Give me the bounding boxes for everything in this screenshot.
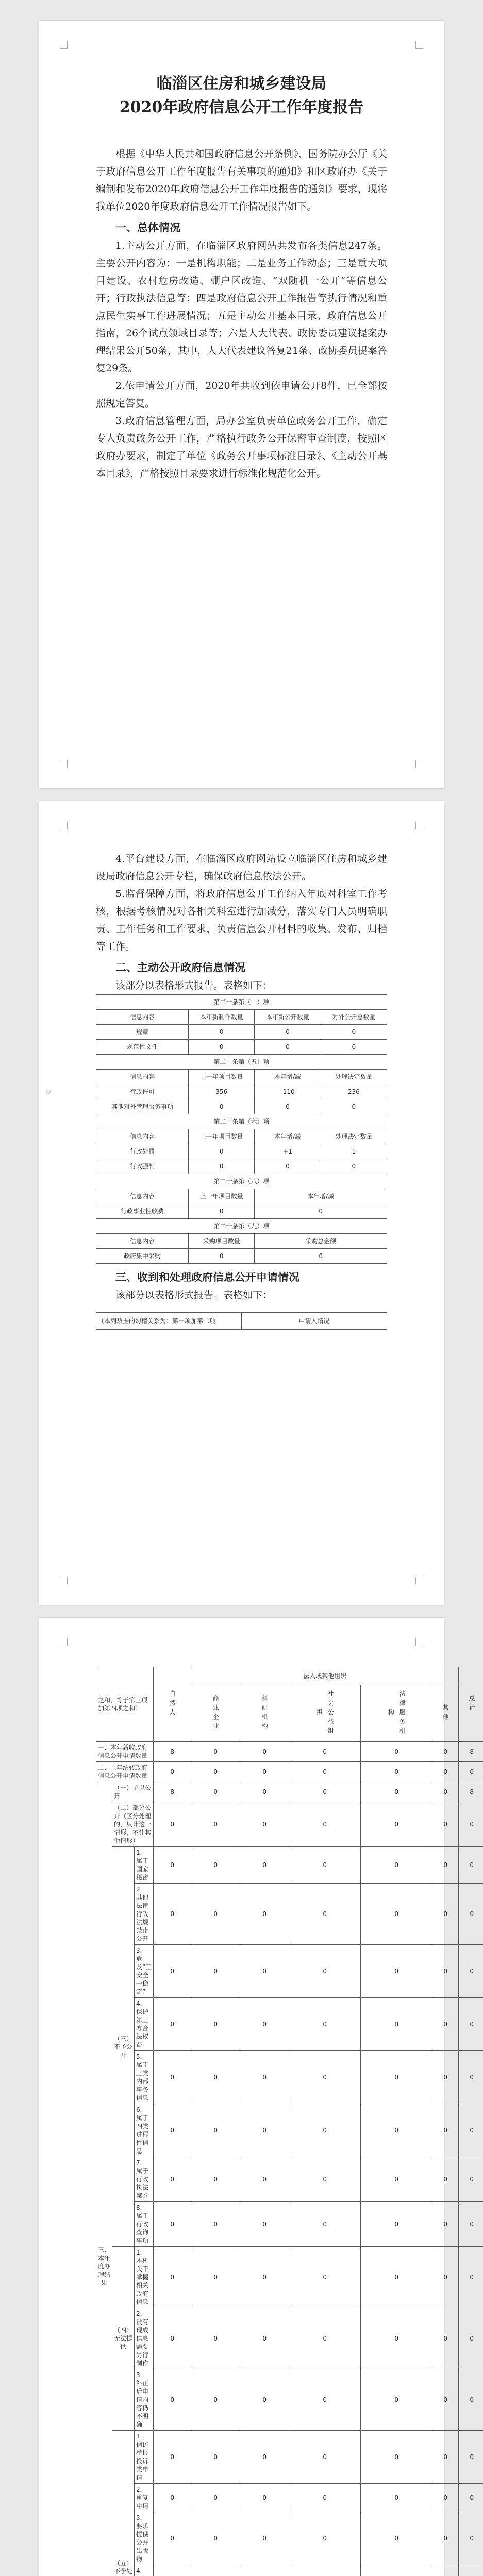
table-cell: 0 [459,1802,483,1847]
row-group-label: （四）无法提供 [112,2247,135,2431]
table-header [240,1685,289,1742]
table-cell [191,2565,240,2576]
table-cell: 0 [432,1884,459,1945]
table-header: 信息内容 [96,1189,189,1204]
crop-mark [60,41,68,49]
table-cell: 0 [289,2104,361,2157]
table-cell: 0 [191,2104,240,2157]
table-cell: +1 [255,1144,321,1159]
table-cell: 0 [191,2369,240,2431]
table-cell: 0 [154,1762,191,1782]
table-row [96,2512,483,2565]
sub-header: 法律服务机构 [387,1690,406,1737]
table-cell: 0 [189,1025,255,1040]
table-cell: 0 [432,2157,459,2202]
table-cell: 0 [432,1802,459,1847]
row-label: 4． [135,2565,154,2576]
table-header [289,1685,361,1742]
table-section-row: 第二十条第（一）项 [96,995,387,1010]
table-cell: 0 [432,2051,459,2104]
row-label: （二）部分公开（区分处理的，只计这一情形，不计其他情形） [112,1802,154,1847]
table-row [96,2484,483,2512]
table-cell: 0 [240,1998,289,2051]
table-cell: 0 [240,2247,289,2308]
table-cell [361,2565,432,2576]
table-section-row: 第二十条第（九）项 [96,1219,387,1234]
table-cell: 0 [289,1884,361,1945]
table-cell: 0 [255,1099,321,1114]
table-cell: 0 [361,2369,432,2431]
crop-mark [60,822,68,829]
table-header: 信息内容 [96,1010,189,1025]
table-cell: 0 [240,2104,289,2157]
table-cell: 0 [289,1847,361,1884]
row-group-label: （三）不予公开 [112,1847,135,2247]
report-title-line1: 临淄区住房和城乡建设局 [156,75,327,93]
table-cell: 0 [459,2369,483,2431]
section-2-title: 二、主动公开政府信息情况 [115,961,245,974]
crop-mark [60,1577,68,1584]
table-cell: 0 [154,2104,191,2157]
table-header: 法人或其他组织 [191,1667,459,1685]
table-header: 本年增/减 [255,1189,387,1204]
table-row [96,1998,483,2051]
table-cell: 0 [240,2431,289,2484]
table-cell: 0 [289,2247,361,2308]
table-cell: 0 [361,2051,432,2104]
table-cell: 0 [459,2104,483,2157]
table-cell: 0 [361,1762,432,1782]
table-header: 信息内容 [96,1070,189,1084]
table-cell: 0 [289,2512,361,2565]
paragraph-supervision: 5.监督保障方面，将政府信息公开工作纳入年底对科室工作考核，根据考核情况对各相关科室进行加减分，落实专门人员明确职责、工作任务和工作要求，负责信息公开材料的收集、发布、归档等工作。 [96,888,387,952]
table-cell: 0 [459,2051,483,2104]
table-cell: 0 [289,2202,361,2247]
table-cell: 0 [154,2431,191,2484]
table-cell: 0 [154,2308,191,2369]
table-cell: 0 [289,2308,361,2369]
table-cell: 0 [240,2512,289,2565]
table-cell: 0 [459,2484,483,2512]
table-cell: 0 [240,1945,289,1998]
table-cell: 0 [191,1742,240,1762]
table-row [96,1802,483,1847]
table-cell: 0 [154,2157,191,2202]
sub-header: 社会公益组织 [315,1690,335,1737]
table-cell: 0 [361,1742,432,1762]
table-cell: 0 [191,1802,240,1847]
table-cell: 0 [459,1945,483,1998]
table-cell: 0 [361,2484,432,2512]
section-3-title: 三、收到和处理政府信息公开申请情况 [115,1270,299,1283]
table-cell: 0 [191,2051,240,2104]
table-row [96,1782,483,1802]
table-cell: 行政许可 [96,1084,189,1099]
table-cell: 0 [255,1204,387,1219]
table-cell: 0 [154,1802,191,1847]
table-cell: 0 [361,1884,432,1945]
row-label: （一）予以公开 [112,1782,154,1802]
table-cell: 0 [255,1025,321,1040]
row-group-label: （五）不予处 [112,2431,135,2576]
table-cell: 0 [361,1782,432,1802]
table-cell: 0 [289,2484,361,2512]
row-label: 3．补正后申请内容仍不明确 [135,2369,154,2431]
table-row [96,2369,483,2431]
table-cell: 0 [191,2247,240,2308]
table-cell: 0 [154,2247,191,2308]
table-cell: 0 [289,1742,361,1762]
table-row [96,1847,483,1884]
table-cell: 0 [289,1802,361,1847]
table-cell: 0 [154,1847,191,1884]
table-header: 信息内容 [96,1129,189,1144]
table-cell: 0 [459,1884,483,1945]
table-cell: 0 [432,2202,459,2247]
table-header [459,1667,483,1742]
table-cell: 0 [240,1884,289,1945]
table-cell: 0 [240,1742,289,1762]
table-cell: 0 [154,2512,191,2565]
table-cell: 0 [361,2431,432,2484]
table-row [96,2157,483,2202]
table-row [96,1762,483,1782]
table-cell: 0 [240,2308,289,2369]
table-cell: 0 [189,1249,255,1264]
table-row [96,2202,483,2247]
table-cell: 0 [289,2157,361,2202]
table-cell: 1 [321,1144,387,1159]
table-cell: 0 [289,2369,361,2431]
table-cell: 8 [459,1742,483,1762]
table-cell: 0 [189,1099,255,1114]
table-cell: 0 [240,1802,289,1847]
crop-mark [415,760,423,768]
table-cell: 其他对外管理服务事项 [96,1099,189,1114]
table-cell: 8 [459,1782,483,1802]
table-cell: 0 [361,2157,432,2202]
table-cell: 0 [191,1884,240,1945]
row-label: 8．属于行政查询事项 [135,2202,154,2247]
row-label: 3．要求提供公开出版物 [135,2512,154,2565]
table-cell: 0 [189,1159,255,1174]
table-cell: 0 [189,1204,255,1219]
table-cell: 0 [289,1998,361,2051]
table-cell: 0 [255,1159,321,1174]
table-header [154,1667,191,1742]
table-cell: 0 [432,2369,459,2431]
table-cell: 8 [154,1742,191,1762]
table-row [96,2308,483,2369]
table-header: 上一年项目数量 [189,1189,255,1204]
table-cell: 0 [459,1998,483,2051]
table-cell [289,2565,361,2576]
table-cell: 0 [361,1945,432,1998]
table-cell: 0 [289,1782,361,1802]
table-cell: 0 [432,2308,459,2369]
table-header: 本年新制作数量 [189,1010,255,1025]
row-label: 7．属于行政执法案卷 [135,2157,154,2202]
table-cell: 0 [191,1847,240,1884]
table-cell: 0 [289,2051,361,2104]
table-cell: 0 [459,2157,483,2202]
report-title-line2: 2020年政府信息公开工作年度报告 [119,98,364,116]
table-cell: 0 [154,2369,191,2431]
table-header: 上一年项目数量 [189,1129,255,1144]
table-cell: 0 [361,2308,432,2369]
crop-mark [415,822,423,829]
table-cell: 0 [361,1802,432,1847]
table-cell: 0 [191,2202,240,2247]
table-cell: 0 [191,1762,240,1782]
table-header: （本列数据的勾稽关系为：第一项加第二项 [96,1313,242,1330]
row-label: 2．没有现成信息需要另行制作 [135,2308,154,2369]
table-cell: 0 [154,2051,191,2104]
table-cell: 行政事业性收费 [96,1204,189,1219]
table-section-row: 第二十条第（五）项 [96,1055,387,1070]
paragraph-management: 3.政府信息管理方面，局办公室负责单位政务公开工作，确定专人负责政务公开工作，严格执行政务公开保密审查制度，按照区政府办要求，制定了单位《政务公开事项标准目录》、《主动公开基本目录》，严格按照目录要求进行标准化规范化公开。 [96,415,387,479]
crop-mark [60,1638,68,1646]
table-cell: 0 [361,1847,432,1884]
table-cell: 0 [154,1945,191,1998]
paragraph-proactive: 1.主动公开方面，在临淄区政府网站共发布各类信息247条。主要公开内容为：一是机构职能；二是业务工作动态；三是重大项目建设、农村危房改造、棚户区改造、“双随机一公开”等信息公开；行政执法信息等；四是政府信息公开工作报告等执行情况和重点民生实事工作进展情况；五是主动公开基本目录、政府信息公开指南，26个试点领域目录等；六是人大代表、政协委员建议提案办理结果公开50条，其中，人大代表建议答复21条、政协委员提案答复29条。 [96,240,387,374]
table-header: 采购项目数量 [189,1234,255,1249]
table-header: 本年增/减 [255,1129,321,1144]
row-label: 1．本机关不掌握相关政府信息 [135,2247,154,2308]
crop-mark [415,41,423,49]
table-cell: 0 [191,2484,240,2512]
table-cell [432,2565,459,2576]
row-label: 二、上年结转政府信息公开申请数量 [96,1762,154,1782]
table-cell: 0 [289,1945,361,1998]
table-cell: 0 [240,2202,289,2247]
table-cell: 236 [321,1084,387,1099]
application-table-header-fragment [96,1312,387,1330]
table-header: 申请人情况 [242,1313,387,1330]
table-cell: 0 [189,1144,255,1159]
table-header [432,1685,459,1742]
table-cell: 0 [154,1884,191,1945]
table-cell: 0 [432,2431,459,2484]
table-cell: 0 [154,2202,191,2247]
table-cell: 0 [191,1998,240,2051]
crop-mark [60,760,68,768]
table-cell: 0 [361,2247,432,2308]
row-group-label: 三、本年度办理结果 [96,1782,112,2576]
proactive-disclosure-table [96,994,387,1264]
table-row [96,1742,483,1762]
table-cell [154,2565,191,2576]
table-cell: 0 [432,1998,459,2051]
table-cell: 0 [240,1847,289,1884]
table-cell [459,2565,483,2576]
table-cell: 0 [255,1249,387,1264]
table-cell: 0 [459,2247,483,2308]
table-row [96,2431,483,2484]
table-header [191,1685,240,1742]
table-header: 采购总金额 [255,1234,387,1249]
table-section-row: 第二十条第（六）项 [96,1114,387,1129]
total-header: 总计 [468,1695,476,1714]
sub-header: 其他 [442,1704,449,1723]
table-header: 处理决定数量 [321,1070,387,1084]
row-label: 1．信访举报投诉类申请 [135,2431,154,2484]
paragraph-request: 2.依申请公开方面，2020年共收到依申请公开8件，已全部按照规定答复。 [96,380,387,409]
table-cell: 0 [432,2484,459,2512]
table-cell: 0 [361,2512,432,2565]
table-header: 上一年项目数量 [189,1070,255,1084]
margin-anchor-icon [46,1090,51,1094]
table-cell: 0 [459,2431,483,2484]
table-cell: 0 [154,2484,191,2512]
table-cell: 0 [432,1782,459,1802]
table-cell: 0 [432,1847,459,1884]
page-1 [39,21,444,788]
table-header: 之和，等于第三项加第四项之和） [96,1667,154,1742]
table-cell: 0 [189,1040,255,1055]
table-header: 本年增/减 [255,1070,321,1084]
table-cell: 8 [154,1782,191,1802]
row-label: 3．危及“三安全一稳定” [135,1945,154,1998]
section-3-intro: 该部分以表格形式报告。表格如下： [115,1290,273,1301]
table-cell: 0 [321,1025,387,1040]
table-cell: 0 [240,2051,289,2104]
table-cell: 0 [191,1782,240,1802]
row-label: 2．其他法律行政法规禁止公开 [135,1884,154,1945]
table-cell: 0 [459,1762,483,1782]
table-cell: 行政处罚 [96,1144,189,1159]
table-cell: 0 [432,2104,459,2157]
table-cell: 0 [459,1847,483,1884]
section-2-intro: 该部分以表格形式报告。表格如下： [115,980,273,991]
table-cell: 0 [240,2484,289,2512]
table-cell: 0 [321,1099,387,1114]
table-cell: 0 [459,2202,483,2247]
table-cell: 0 [240,1762,289,1782]
table-row [96,2247,483,2308]
application-table [96,1667,483,2576]
row-label: 4．保护第三方合法权益 [135,1998,154,2051]
table-cell: 0 [191,2157,240,2202]
row-label: 2．重复申请 [135,2484,154,2512]
table-cell: 0 [432,1742,459,1762]
table-cell: 政府集中采购 [96,1249,189,1264]
table-header: 对外公开总数量 [321,1010,387,1025]
natural-person-header: 自然人 [169,1690,176,1718]
page-3 [39,1618,476,2576]
table-cell: 0 [154,1998,191,2051]
table-cell: 0 [191,2512,240,2565]
sub-header: 商业企业 [212,1694,220,1732]
table-cell [240,2565,289,2576]
table-cell: -110 [255,1084,321,1099]
table-cell: 0 [432,2512,459,2565]
paragraph-platform: 4.平台建设方面，在临淄区政府网站设立临淄区住房和城乡建设局政府信息公开专栏，确保政府信息依法公开。 [96,853,387,882]
table-cell: 0 [432,2247,459,2308]
table-cell: 规范性文件 [96,1040,189,1055]
table-header: 本年新公开数量 [255,1010,321,1025]
table-row [96,2051,483,2104]
row-label: 6．属于四类过程性信息 [135,2104,154,2157]
section-1-title: 一、总体情况 [115,221,180,234]
table-cell: 0 [191,1945,240,1998]
table-row [96,1884,483,1945]
table-cell: 0 [191,2308,240,2369]
table-cell: 0 [191,2431,240,2484]
table-cell: 0 [321,1159,387,1174]
table-cell: 行政强制 [96,1159,189,1174]
table-cell: 0 [459,2308,483,2369]
table-row [96,2565,483,2576]
table-cell: 0 [361,1998,432,2051]
crop-mark [415,1638,423,1646]
table-cell: 0 [361,2104,432,2157]
table-cell: 规章 [96,1025,189,1040]
table-cell: 0 [240,2369,289,2431]
table-cell: 0 [361,2202,432,2247]
table-cell: 0 [240,1782,289,1802]
table-header: 信息内容 [96,1234,189,1249]
table-section-row: 第二十条第（八）项 [96,1174,387,1189]
sub-header: 科研机构 [261,1694,269,1732]
table-cell: 0 [459,2512,483,2565]
row-label: 1．属于国家秘密 [135,1847,154,1884]
table-header [361,1685,432,1742]
table-cell: 0 [289,2431,361,2484]
table-cell: 356 [189,1084,255,1099]
table-cell: 0 [240,2157,289,2202]
table-cell: 0 [432,1945,459,1998]
table-row [96,1945,483,1998]
row-label: 5．属于三类内部事务信息 [135,2051,154,2104]
table-cell: 0 [289,1762,361,1782]
crop-mark [415,1577,423,1584]
row-label: 一、本年新收政府信息公开申请数量 [96,1742,154,1762]
intro-paragraph: 根据《中华人民共和国政府信息公开条例》、国务院办公厅《关于政府信息公开工作年度报告有关事项的通知》和区政府办《关于编制和发布2020年政府信息公开工作年度报告的通知》要求，现将我单位2020年度政府信息公开工作情况报告如下。 [96,148,387,212]
table-header: 处理决定数量 [321,1129,387,1144]
table-cell: 0 [432,1762,459,1782]
page-2 [39,801,444,1605]
table-cell: 0 [255,1040,321,1055]
table-cell: 0 [321,1040,387,1055]
table-row [96,2104,483,2157]
